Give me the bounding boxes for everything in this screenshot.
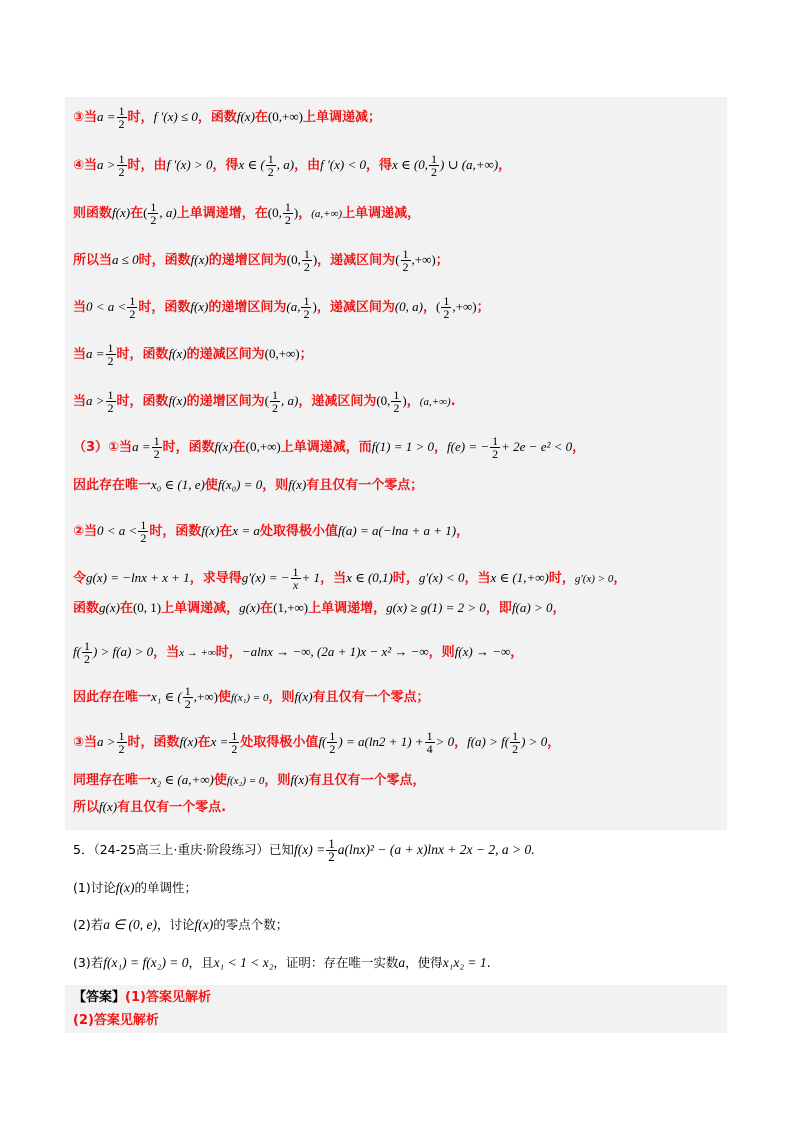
fraction: $\frac{1}{2}$ (153, 434, 160, 461)
solution-line-4: 所以当a ≤ 0时，函数f(x)的递增区间为(0, $\frac{1}{2}$ )，递减区间为( $\frac{1}{2}$ ,+∞)； (73, 247, 449, 274)
fraction: $\frac{1}{2}$ (140, 518, 147, 545)
fraction: $\frac{1}{2}$ (118, 729, 125, 756)
solution-line-10: ②当0 < a < $\frac{1}{2}$ 时，函数f(x)在x = a处取得极小值f(a) = a(−lna + a + 1)， (73, 518, 470, 545)
fraction: $\frac{1}{2}$ (150, 200, 157, 227)
problem-part-1: (1)讨论f(x)的单调性； (73, 880, 197, 895)
solution-line-3: 则函数f(x)在( $\frac{1}{2}$ , a)上单调递增，在(0, $\frac{1}{2}$ )，(a,+∞)上单调递减， (73, 200, 421, 227)
fraction: $\frac{1}{2}$ (492, 434, 499, 461)
answer-2: (2)答案见解析 (73, 1013, 159, 1028)
problem-statement: 5．（24-25高三上·重庆·阶段练习）已知f(x) = $\frac{1}{2}$ a(lnx)² − (a + x)lnx + 2x − 2, a > 0. (73, 836, 535, 864)
fraction: $\frac{1}{x}$ (292, 565, 299, 592)
fraction: $\frac{1}{2}$ (328, 836, 335, 864)
fraction: $\frac{1}{2}$ (271, 388, 278, 415)
answer-line-2 (73, 1010, 159, 1031)
text: ③当 (73, 110, 98, 125)
solution-line-2: ④当a > $\frac{1}{2}$ 时，由f ′(x) > 0，得x ∈ ( $\frac{1}{2}$ , a)，由f ′(x) < 0，得x ∈ (0, $\frac{1}{2}$ ) ∪ (a,+∞)， (73, 152, 512, 179)
answer-1: (1)答案见解析 (125, 990, 211, 1005)
answer-line-1 (73, 987, 211, 1008)
solution-line-9: 因此存在唯一x₀ ∈ (1, e)使f(x₀) = 0，则f(x)有且仅有一个零点； (73, 477, 424, 493)
solution-line-16: 同理存在唯一x₂ ∈ (a,+∞)使f(x₂) = 0，则f(x)有且仅有一个零点， (73, 772, 426, 788)
fraction: $\frac{1}{2}$ (107, 388, 114, 415)
fraction: $\frac{1}{2}$ (129, 294, 136, 321)
fraction: $\frac{1}{2}$ (393, 388, 400, 415)
fraction: $\frac{1}{2}$ (107, 341, 114, 368)
fraction: $\frac{1}{2}$ (430, 152, 437, 179)
answer-tag: 【答案】 (73, 990, 126, 1005)
solution-line-1: ③当a = $\frac{1}{2}$ 时，f ′(x) ≤ 0，函数f(x)在(0,+∞)上单调递减； (73, 104, 381, 131)
solution-line-7: 当a > $\frac{1}{2}$ 时，函数f(x)的递增区间为( $\frac{1}{2}$ , a)，递减区间为(0, $\frac{1}{2}$ )，(a,+∞). (73, 388, 456, 415)
problem-part-2: (2)若a ∈ (0, e)，讨论f(x)的零点个数； (73, 917, 289, 932)
solution-line-17: 所以f(x)有且仅有一个零点. (73, 799, 227, 815)
solution-line-11: 令g(x) = −lnx + x + 1，求导得g′(x) = − $\frac{1}{x}$ + 1，当x ∈ (0,1)时，g′(x) < 0，当x ∈ (1,+∞)时，g′(x) > 0， (73, 565, 627, 592)
fraction: $\frac{1}{2}$ (303, 247, 310, 274)
fraction: $\frac{1}{2}$ (118, 152, 125, 179)
math: a = (97, 109, 116, 124)
fraction: $\frac{1}{2}$ (284, 200, 291, 227)
fraction: $\frac{1}{2}$ (303, 294, 310, 321)
fraction: $\frac{1}{2}$ (402, 247, 409, 274)
fraction: $\frac{1}{2}$ (512, 729, 519, 756)
fraction: $\frac{1}{2}$ (267, 152, 274, 179)
solution-line-5: 当0 < a < $\frac{1}{2}$ 时，函数f(x)的递增区间为(a, $\frac{1}{2}$ )，递减区间为(0, a)，( $\frac{1}{2}$ ,+∞)； (73, 294, 490, 321)
solution-line-15: ③当a > $\frac{1}{2}$ 时，函数f(x)在x = $\frac{1}{2}$ 处取得极小值f( $\frac{1}{2}$ ) = a(ln2 + 1) + $\frac{1}{4}$ > 0，f(a) > f( $\frac{1}{2}$ ) > 0， (73, 729, 561, 756)
fraction: $\frac{1}{2}$ (118, 104, 125, 131)
fraction: $\frac{1}{2}$ (83, 639, 90, 666)
solution-line-14: 因此存在唯一x₁ ∈ ( $\frac{1}{2}$ ,+∞)使f(x₁) = 0，则f(x)有且仅有一个零点； (73, 684, 430, 711)
solution-line-6: 当a = $\frac{1}{2}$ 时，函数f(x)的递减区间为(0,+∞)； (73, 341, 313, 368)
fraction: $\frac{1}{4}$ (426, 729, 433, 756)
solution-line-12: 函数g(x)在(0, 1)上单调递减，g(x)在(1,+∞)上单调递增，g(x) ≥ g(1) = 2 > 0，即f(a) > 0， (73, 600, 566, 616)
fraction: $\frac{1}{2}$ (443, 294, 450, 321)
fraction: $\frac{1}{2}$ (231, 729, 238, 756)
problem-part-3: (3)若f(x₁) = f(x₂) = 0，且x₁ < 1 < x₂，证明：存在唯一实数a，使得x₁x₂ = 1. (73, 955, 491, 970)
fraction: $\frac{1}{2}$ (184, 684, 191, 711)
solution-line-8: （3）①当a = $\frac{1}{2}$ 时，函数f(x)在(0,+∞)上单调递减，而f(1) = 1 > 0，f(e) = − $\frac{1}{2}$ + 2e − e² < 0， (73, 434, 586, 461)
fraction: $\frac{1}{2}$ (329, 729, 336, 756)
solution-line-13: f( $\frac{1}{2}$ ) > f(a) > 0，当x → +∞时，−alnx → −∞, (2a + 1)x − x² → −∞，则f(x) → −∞， (73, 639, 524, 666)
